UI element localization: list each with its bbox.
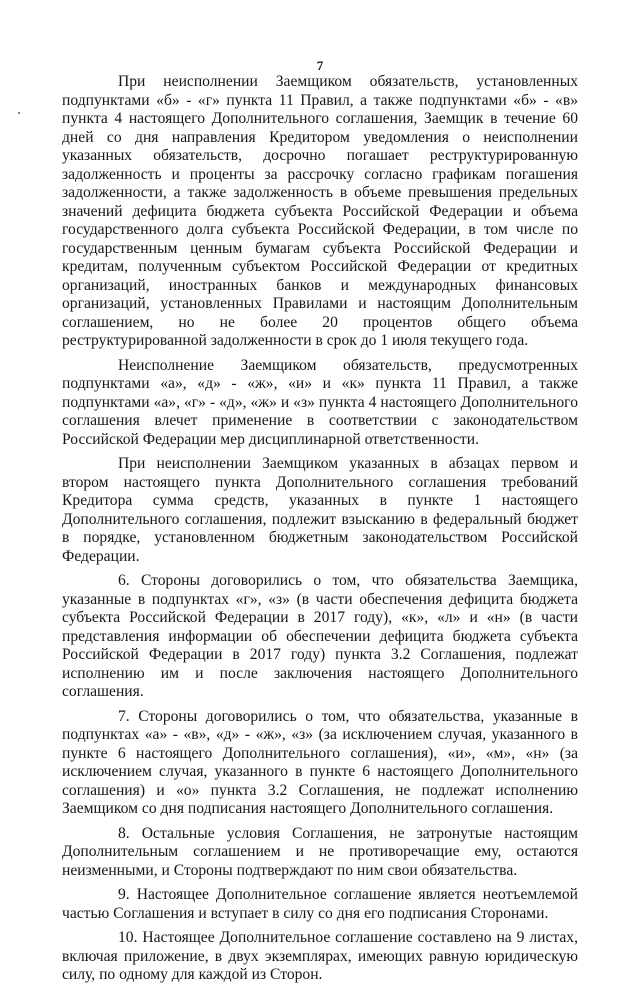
- paragraph-item-7: 7. Стороны договорились о том, что обязательства, указанные в подпунктах «а» - «в», «д» - «ж», «з» (за исключением случая, указанного в пункте 6 настоящего Дополнительного соглашения), «и», «м», «н» (за исключением случая, указанного в пункте 6 настоящего Дополнительного соглашения) и «о» пункта 3.2 Соглашения, не подлежат исполнению Заемщиком со дня подписания настоящего Дополнительного соглашения.: [62, 707, 578, 817]
- margin-mark: [18, 112, 20, 114]
- document-body: [62, 73, 578, 985]
- paragraph-item-10: 10. Настоящее Дополнительное соглашение составлено на 9 листах, включая приложение, в двух экземплярах, имеющих равную юридическую силу, по одному для каждой из Сторон.: [62, 929, 578, 983]
- paragraph-item-8: 8. Остальные условия Соглашения, не затронутые настоящим Дополнительным соглашением и не противоречащие ему, остаются неизменными, и Стороны подтверждают по ним свои обязательства.: [62, 824, 578, 879]
- paragraph-federal-budget-recovery: При неисполнении Заемщиком указанных в абзацах первом и втором настоящего пункта Дополнительного соглашения требований Кредитора сумма средств, указанных в пункте 1 настоящего Дополнительного соглашения, подлежит взысканию в федеральный бюджет в порядке, установленном бюджетным законодательством Российской Федерации.: [62, 455, 578, 565]
- paragraph-item-9: 9. Настоящее Дополнительное соглашение является неотъемлемой частью Соглашения и вступает в силу со дня его подписания Сторонами.: [62, 886, 578, 922]
- paragraph-item-6: 6. Стороны договорились о том, что обязательства Заемщика, указанные в подпунктах «г», «з» (в части обеспечения дефицита бюджета субъекта Российской Федерации в 2017 году), «к», «л» и «н» (в части представления информации об обеспечении дефицита бюджета субъекта Российской Федерации в 2017 году) пункта 3.2 Соглашения, подлежат исполнению им и после заключения настоящего Дополнительного соглашения.: [62, 572, 578, 700]
- page-number: 7: [316, 58, 324, 73]
- paragraph-penalty-repayment: При неисполнении Заемщиком обязательств, установленных подпунктами «б» - «г» пункта 11 Правил, а также подпунктами «б» - «в» пункта 4 настоящего Дополнительного соглашения, Заемщик в течение 60 дней со дня направления Кредитором уведомления о неисполнении указанных обязательств, досрочно погашает реструктурированную задолженность и проценты за рассрочку согласно графикам погашения задолженности, а также задолженность в объеме превышения предельных значений дефицита бюджета субъекта Российской Федерации и объема государственного долга субъекта Российской Федерации, в том числе по государственным ценным бумагам субъекта Российской Федерации и кредитам, полученным субъектом Российской Федерации от кредитных организаций, иностранных банков и международных финансовых организаций, установленных Правилами и настоящим Дополнительным соглашением, но не более 20 процентов общего объема реструктурированной задолженности в срок до 1 июля текущего года.: [62, 73, 578, 349]
- paragraph-disciplinary-liability: Неисполнение Заемщиком обязательств, предусмотренных подпунктами «а», «д» - «ж», «и» и «к» пункта 11 Правил, а также подпунктами «а», «г» - «д», «ж» и «з» пункта 4 настоящего Дополнительного соглашения влечет применение в соответствии с законодательством Российской Федерации мер дисциплинарной ответственности.: [62, 356, 578, 448]
